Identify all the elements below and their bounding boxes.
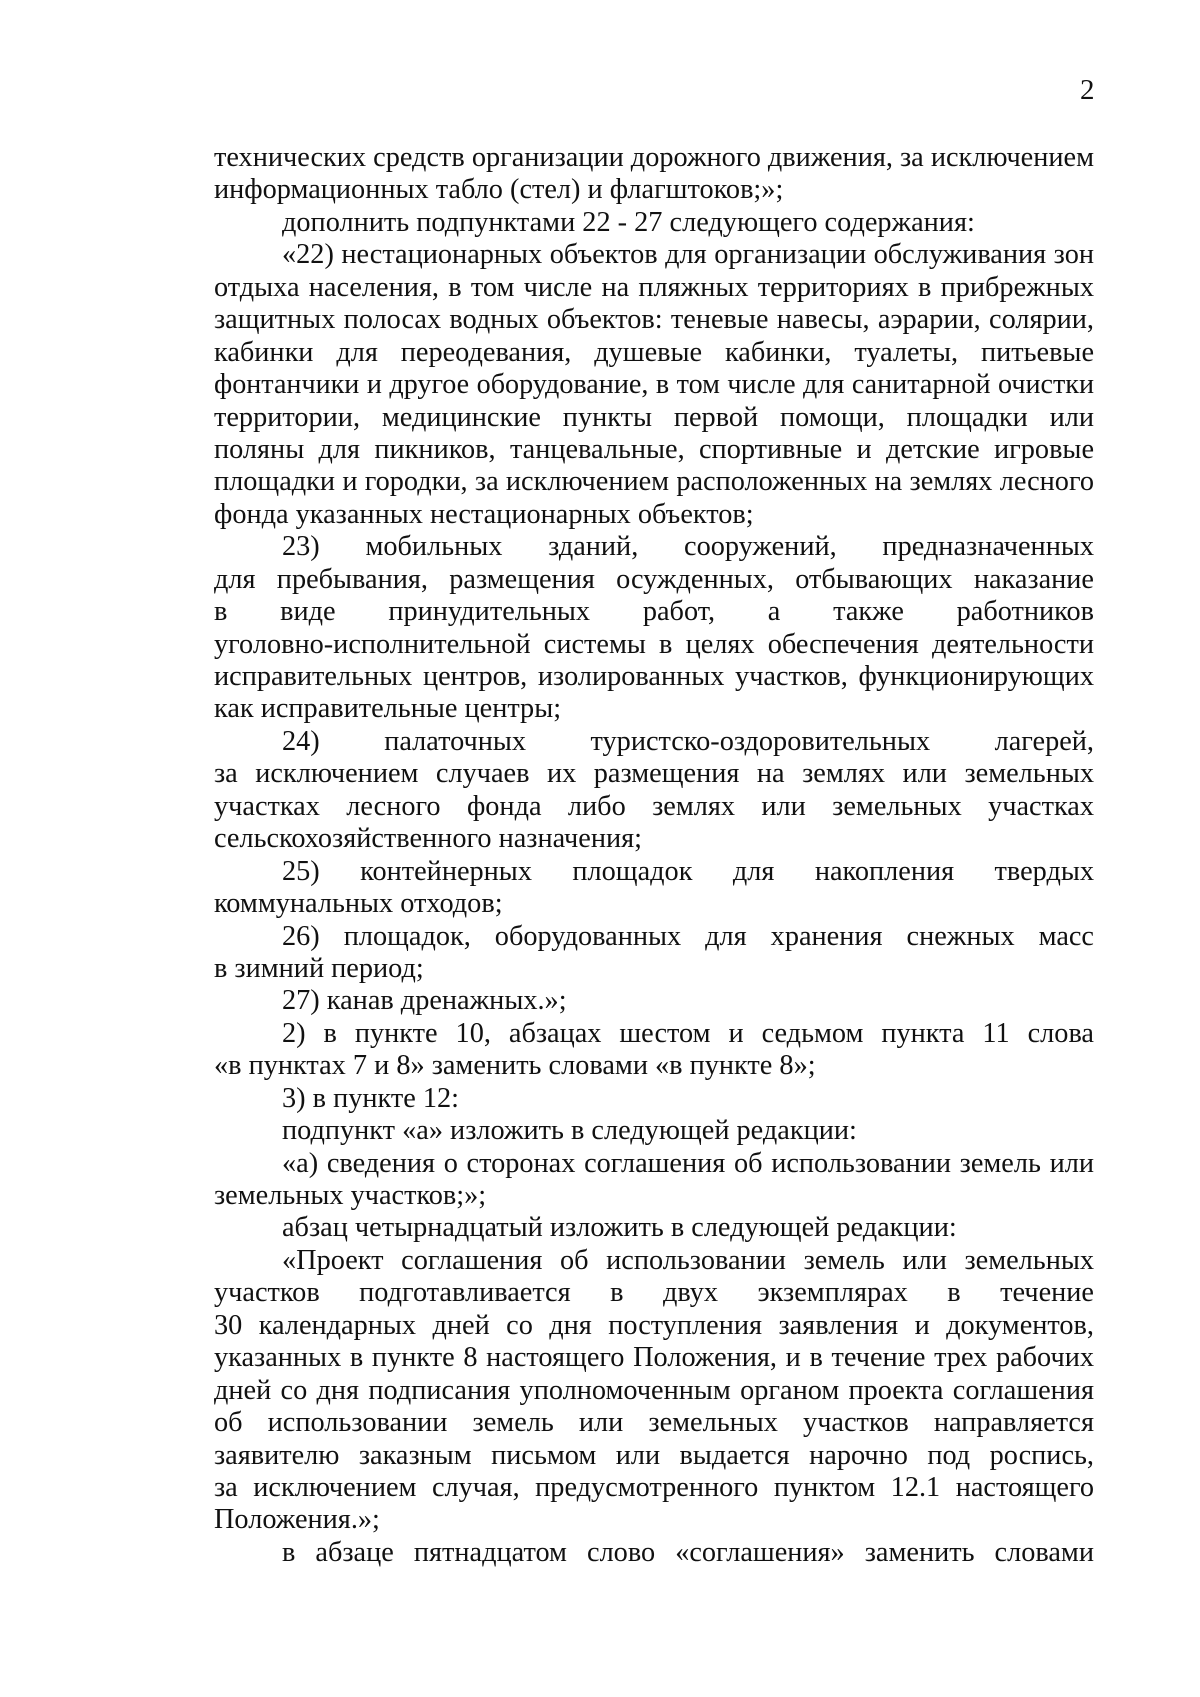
text-line: 27) канав дренажных.»; (282, 985, 567, 1017)
text-line: 30 календарных дней со дня поступления заявления и документов, (214, 1309, 1094, 1341)
text-line: защитных полосах водных объектов: теневые навесы, аэрарии, солярии, (214, 304, 1094, 336)
text-line: кабинки для переодевания, душевые кабинки, туалеты, питьевые (214, 336, 1094, 368)
text-line: указанных в пункте 8 настоящего Положения, и в течение трех рабочих (214, 1342, 1094, 1374)
text-line: об использовании земель или земельных участков направляется (214, 1407, 1094, 1439)
text-line: дней со дня подписания уполномоченным органом проекта соглашения (214, 1374, 1094, 1406)
text-line: площадки и городки, за исключением расположенных на землях лесного (214, 466, 1094, 498)
text-line: подпункт «а» изложить в следующей редакции: (282, 1115, 857, 1147)
text-line: участках лесного фонда либо землях или земельных участках (214, 790, 1094, 822)
text-line: поляны для пикников, танцевальные, спортивные и детские игровые (214, 433, 1094, 465)
text-line: коммунальных отходов; (214, 888, 503, 920)
text-line: в зимний период; (214, 952, 424, 984)
text-line: «22) нестационарных объектов для организации обслуживания зон (282, 239, 1094, 271)
text-line: в абзаце пятнадцатом слово «соглашения» заменить словами (282, 1536, 1094, 1568)
text-line: 25) контейнерных площадок для накопления твердых (282, 855, 1094, 887)
text-line: фонда указанных нестационарных объектов; (214, 498, 754, 530)
text-line: «а) сведения о сторонах соглашения об использовании земель или (282, 1147, 1094, 1179)
text-line: заявителю заказным письмом или выдается нарочно под роспись, (214, 1439, 1094, 1471)
text-line: участков подготавливается в двух экземплярах в течение (214, 1277, 1094, 1309)
text-line: 2) в пункте 10, абзацах шестом и седьмом пункта 11 слова (282, 1017, 1094, 1049)
text-line: «Проект соглашения об использовании земель или земельных (282, 1244, 1094, 1276)
text-line: для пребывания, размещения осужденных, отбывающих наказание (214, 563, 1094, 595)
text-line: дополнить подпунктами 22 - 27 следующего содержания: (282, 206, 975, 238)
text-line: сельскохозяйственного назначения; (214, 823, 643, 855)
text-line: земельных участков;»; (214, 1180, 487, 1211)
page-number: 2 (1080, 74, 1095, 106)
text-line: 26) площадок, оборудованных для хранения снежных масс (282, 920, 1094, 952)
document-body (214, 142, 1094, 1569)
text-line: за исключением случаев их размещения на землях или земельных (214, 758, 1094, 790)
text-line: территории, медицинские пункты первой помощи, площадки или (214, 401, 1094, 433)
text-line: технических средств организации дорожного движения, за исключением (214, 142, 1094, 173)
text-line: отдыха населения, в том числе на пляжных территориях в прибрежных (214, 271, 1094, 303)
text-line: информационных табло (стел) и флагштоков;»; (214, 174, 784, 206)
text-line: за исключением случая, предусмотренного пунктом 12.1 настоящего (214, 1471, 1094, 1503)
text-line: «в пунктах 7 и 8» заменить словами «в пункте 8»; (214, 1050, 816, 1082)
text-line: как исправительные центры; (214, 693, 562, 725)
text-line: абзац четырнадцатый изложить в следующей редакции: (282, 1212, 957, 1244)
text-line: в виде принудительных работ, а также работников (214, 596, 1094, 628)
text-line: 3) в пункте 12: (282, 1082, 460, 1114)
text-line: Положения.»; (214, 1504, 380, 1536)
text-line: фонтанчики и другое оборудование, в том числе для санитарной очистки (214, 369, 1094, 401)
text-line: 24) палаточных туристско-оздоровительных лагерей, (282, 725, 1094, 757)
text-line: исправительных центров, изолированных участков, функционирующих (214, 661, 1094, 692)
text-line: 23) мобильных зданий, сооружений, предназначенных (282, 531, 1094, 563)
text-line: уголовно-исполнительной системы в целях обеспечения деятельности (214, 628, 1094, 660)
